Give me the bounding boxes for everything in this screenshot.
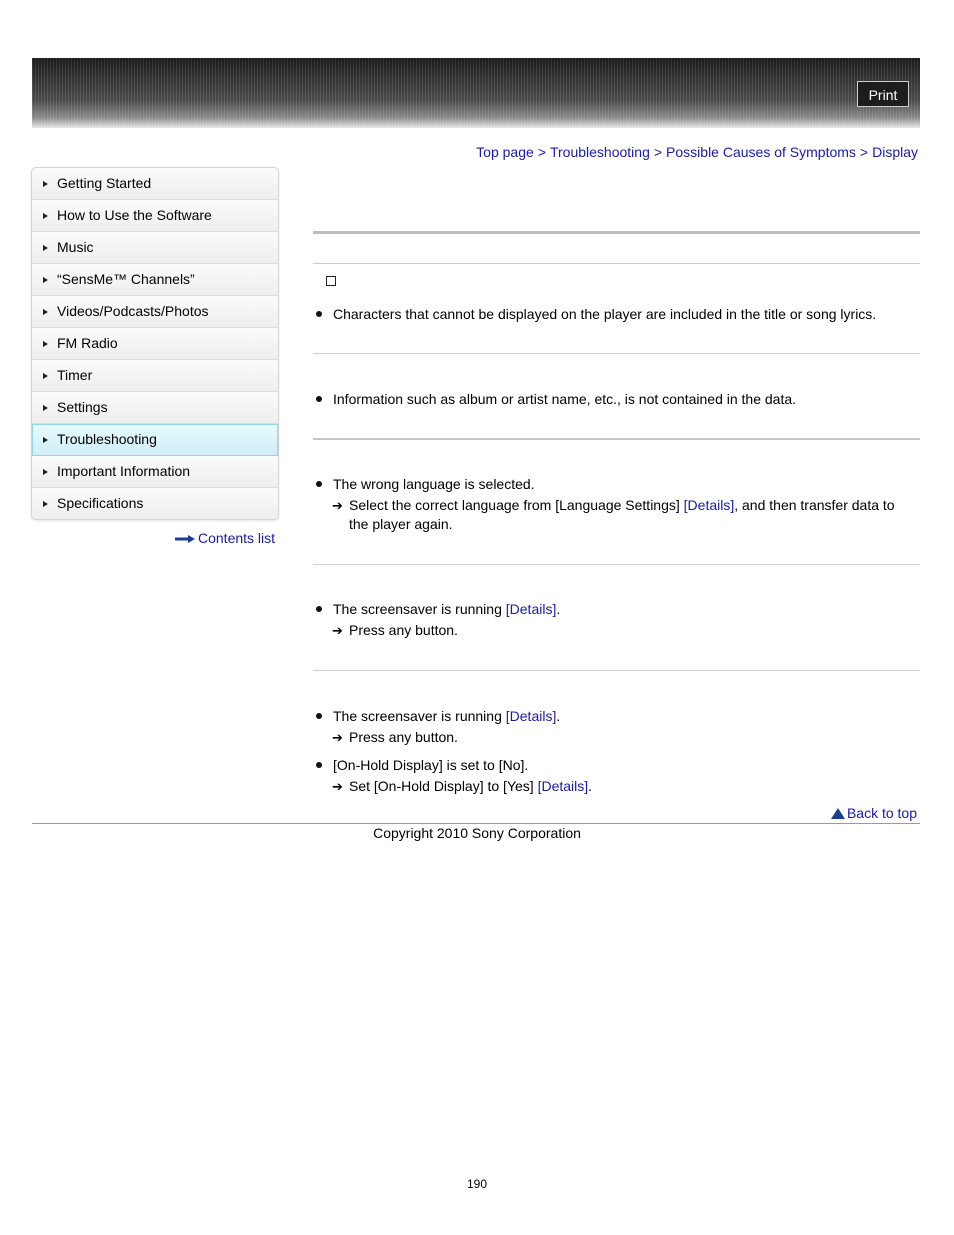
cause-text-part: . [556, 601, 561, 617]
sidebar-item-getting-started[interactable] [32, 168, 278, 200]
breadcrumb-top-page[interactable]: Top page [476, 144, 534, 160]
breadcrumb-separator: > [653, 144, 663, 160]
remedy-text-part: . [588, 778, 593, 794]
section-divider [313, 564, 920, 565]
contents-list-link[interactable] [175, 530, 275, 546]
contents-list-label: Contents list [198, 530, 276, 546]
cause-text-part: . [556, 708, 561, 724]
sidebar-item-label: Videos/Podcasts/Photos [57, 303, 209, 319]
cause-text: [On-Hold Display] is set to [No]. [333, 757, 529, 773]
bullet-icon [316, 396, 322, 402]
checkbox-icon [326, 276, 336, 286]
triangle-right-icon [43, 213, 48, 219]
triangle-right-icon [43, 469, 48, 475]
sidebar-item-timer[interactable] [32, 360, 278, 392]
footer-divider [32, 823, 920, 824]
triangle-right-icon [43, 501, 48, 507]
details-link[interactable]: [Details] [537, 778, 589, 794]
sidebar-item-sensme-channels[interactable] [32, 264, 278, 296]
cause-text-part: The screensaver is running [333, 708, 506, 724]
remedy-text-part: Set [On-Hold Display] to [Yes] [349, 778, 538, 794]
sidebar-item-label: Timer [57, 367, 93, 383]
section-divider [313, 670, 920, 671]
breadcrumb [476, 144, 918, 160]
remedy-text-part: , and then transfer data to the player again. [349, 497, 895, 532]
arrow-right-icon: ➔ [332, 498, 343, 513]
cause-text: Information such as album or artist name, etc., is not contained in the data. [333, 391, 797, 407]
breadcrumb-display[interactable]: Display [872, 144, 918, 160]
copyright-text: Copyright 2010 Sony Corporation [373, 825, 581, 841]
sidebar-item-specifications[interactable] [32, 488, 278, 519]
triangle-right-icon [43, 405, 48, 411]
cause-text [333, 707, 560, 726]
triangle-right-icon [43, 309, 48, 315]
cause-text: The wrong language is selected. [333, 476, 535, 492]
section-divider [313, 353, 920, 354]
bullet-icon [316, 481, 322, 487]
cause-text: Characters that cannot be displayed on the player are included in the title or song lyrics. [333, 306, 877, 322]
sidebar-item-label: “SensMe™ Channels” [57, 271, 195, 287]
sidebar-nav [31, 167, 279, 520]
details-link[interactable]: [Details] [505, 708, 557, 724]
remedy-text-part: Select the correct language from [Language Settings] [349, 497, 684, 513]
cause-text [333, 600, 560, 619]
section-divider [313, 438, 920, 440]
arrow-right-icon: ➔ [332, 623, 343, 638]
page-number: 190 [466, 1177, 488, 1191]
sidebar-item-how-to-use-software[interactable] [32, 200, 278, 232]
breadcrumb-separator: > [537, 144, 546, 160]
sidebar-item-label: Getting Started [57, 175, 152, 191]
triangle-right-icon [43, 245, 48, 251]
back-to-top-label: Back to top [846, 805, 917, 821]
sidebar-item-videos-podcasts-photos[interactable] [32, 296, 278, 328]
triangle-right-icon [43, 437, 48, 443]
bullet-icon [316, 762, 322, 768]
sidebar-item-music[interactable] [32, 232, 278, 264]
triangle-right-icon [43, 373, 48, 379]
triangle-right-icon [43, 181, 48, 187]
bullet-icon [316, 606, 322, 612]
arrow-right-icon: ➔ [332, 779, 343, 794]
triangle-right-icon [43, 341, 48, 347]
title-divider [313, 231, 920, 234]
triangle-right-icon [43, 277, 48, 283]
breadcrumb-troubleshooting[interactable]: Troubleshooting [549, 144, 650, 160]
sidebar-item-label: FM Radio [57, 335, 118, 351]
breadcrumb-separator: > [859, 144, 869, 160]
sidebar-item-settings[interactable] [32, 392, 278, 424]
breadcrumb-possible-causes[interactable]: Possible Causes of Symptoms [666, 144, 856, 160]
cause-text-part: The screensaver is running [333, 601, 506, 617]
header-banner [32, 58, 920, 128]
sidebar-item-label: Specifications [57, 495, 144, 511]
details-link[interactable]: [Details] [505, 601, 557, 617]
sidebar-item-label: Important Information [57, 463, 191, 479]
back-to-top-link[interactable] [831, 805, 917, 821]
bullet-icon [316, 713, 322, 719]
remedy-text [349, 777, 909, 796]
triangle-up-icon [831, 808, 845, 819]
bullet-icon [316, 311, 322, 317]
print-button[interactable]: Print [857, 81, 909, 107]
sidebar-item-label: How to Use the Software [57, 207, 212, 223]
details-link[interactable]: [Details] [683, 497, 735, 513]
sidebar-item-label: Settings [57, 399, 108, 415]
arrow-right-icon: ➔ [332, 730, 343, 745]
remedy-text [349, 496, 909, 534]
sidebar-item-label: Troubleshooting [57, 431, 157, 447]
sidebar-item-fm-radio[interactable] [32, 328, 278, 360]
remedy-text: Press any button. [349, 729, 458, 745]
section-divider [313, 263, 920, 264]
sidebar-item-label: Music [57, 239, 94, 255]
remedy-text: Press any button. [349, 622, 458, 638]
sidebar-item-troubleshooting[interactable] [32, 424, 278, 456]
sidebar-item-important-information[interactable] [32, 456, 278, 488]
arrow-right-icon [175, 535, 195, 543]
